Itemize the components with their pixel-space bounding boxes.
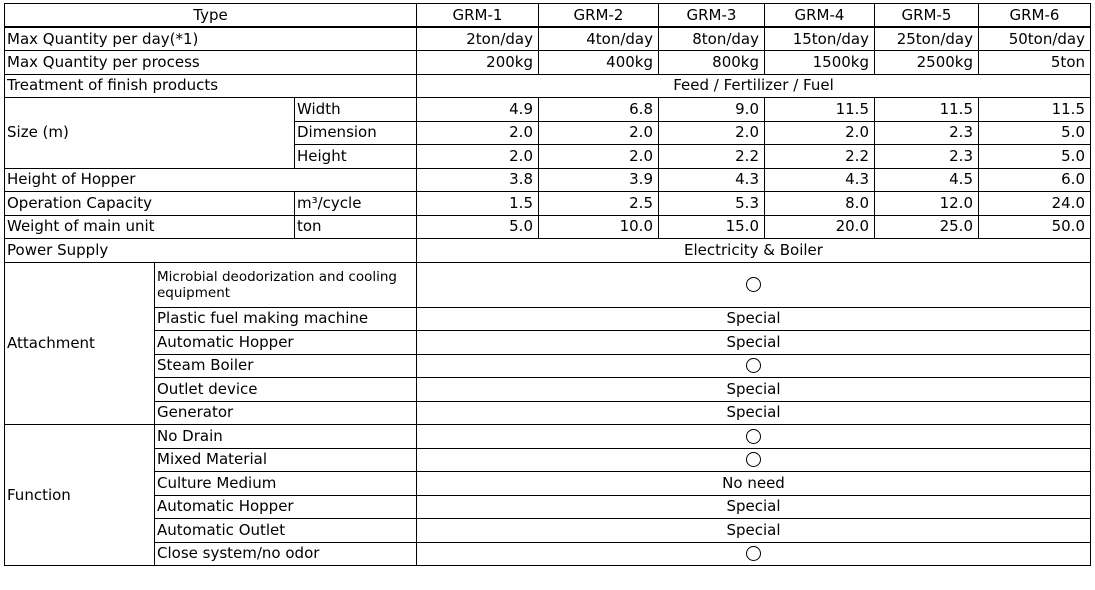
cell-value: 400kg [539, 51, 659, 75]
model-header: GRM-4 [765, 4, 875, 28]
cell-value: 5.0 [979, 145, 1091, 169]
item-label: Close system/no odor [155, 542, 417, 566]
cell-value: 5.0 [979, 121, 1091, 145]
model-header: GRM-2 [539, 4, 659, 28]
row-label: Treatment of finish products [5, 74, 417, 98]
cell-value: 15.0 [659, 215, 765, 239]
circle-mark-icon [746, 358, 761, 373]
table-row [5, 542, 1091, 566]
table-row [5, 472, 1091, 496]
item-label: Automatic Hopper [155, 495, 417, 519]
row-label: Weight of main unit [5, 215, 295, 239]
cell-value [417, 448, 1091, 472]
cell-value: 1.5 [417, 192, 539, 216]
table-row [5, 448, 1091, 472]
cell-value: 4.5 [875, 168, 979, 192]
circle-mark-icon [746, 452, 761, 467]
cell-value: 20.0 [765, 215, 875, 239]
item-label: Mixed Material [155, 448, 417, 472]
cell-value: 50ton/day [979, 27, 1091, 51]
cell-value: 4.3 [765, 168, 875, 192]
item-label: Steam Boiler [155, 354, 417, 378]
table-row [5, 192, 1091, 216]
cell-value: 2.0 [659, 121, 765, 145]
cell-value: 5.0 [417, 215, 539, 239]
row-label: Max Quantity per day(*1) [5, 27, 417, 51]
item-label: Culture Medium [155, 472, 417, 496]
item-label: Automatic Outlet [155, 519, 417, 543]
cell-value: 11.5 [765, 98, 875, 122]
cell-value: Special [417, 307, 1091, 331]
header-row [5, 4, 1091, 28]
cell-value: 8.0 [765, 192, 875, 216]
cell-value: 6.0 [979, 168, 1091, 192]
sub-label: Dimension [295, 121, 417, 145]
model-header: GRM-5 [875, 4, 979, 28]
cell-value: 24.0 [979, 192, 1091, 216]
cell-value: 4.9 [417, 98, 539, 122]
table-row [5, 331, 1091, 355]
cell-value: Special [417, 331, 1091, 355]
table-row [5, 378, 1091, 402]
sub-label: Height [295, 145, 417, 169]
table-row [5, 168, 1091, 192]
cell-value: 50.0 [979, 215, 1091, 239]
cell-value: 25ton/day [875, 27, 979, 51]
cell-value: 9.0 [659, 98, 765, 122]
row-label: Operation Capacity [5, 192, 295, 216]
cell-value: 10.0 [539, 215, 659, 239]
cell-value: Special [417, 378, 1091, 402]
unit-label: m³/cycle [295, 192, 417, 216]
cell-value: 2.5 [539, 192, 659, 216]
cell-value: 2.3 [875, 145, 979, 169]
item-label: Outlet device [155, 378, 417, 402]
table-row [5, 27, 1091, 51]
cell-value: 12.0 [875, 192, 979, 216]
cell-value: 2.3 [875, 121, 979, 145]
item-label: Automatic Hopper [155, 331, 417, 355]
circle-mark-icon [746, 546, 761, 561]
row-label: Power Supply [5, 239, 417, 263]
model-header: GRM-3 [659, 4, 765, 28]
cell-value: 800kg [659, 51, 765, 75]
cell-value: 6.8 [539, 98, 659, 122]
circle-mark-icon [746, 429, 761, 444]
cell-value: 3.8 [417, 168, 539, 192]
table-row [5, 425, 1091, 449]
cell-value: 11.5 [979, 98, 1091, 122]
cell-value: 2.0 [539, 145, 659, 169]
circle-mark-icon [746, 277, 761, 292]
table-row [5, 495, 1091, 519]
item-label: Generator [155, 401, 417, 425]
table-row [5, 262, 1091, 307]
model-header: GRM-6 [979, 4, 1091, 28]
table-row [5, 215, 1091, 239]
cell-value: 15ton/day [765, 27, 875, 51]
cell-value: Electricity & Boiler [417, 239, 1091, 263]
cell-value [417, 542, 1091, 566]
type-header: Type [5, 4, 417, 28]
cell-value [417, 262, 1091, 307]
table-row [5, 98, 1091, 122]
sub-label: Width [295, 98, 417, 122]
row-label: Height of Hopper [5, 168, 417, 192]
cell-value: 2ton/day [417, 27, 539, 51]
cell-value [417, 354, 1091, 378]
cell-value: 5.3 [659, 192, 765, 216]
cell-value: No need [417, 472, 1091, 496]
table-row [5, 239, 1091, 263]
cell-value [417, 425, 1091, 449]
table-row [5, 354, 1091, 378]
row-label: Max Quantity per process [5, 51, 417, 75]
unit-label: ton [295, 215, 417, 239]
cell-value: 2.0 [417, 145, 539, 169]
item-label: Plastic fuel making machine [155, 307, 417, 331]
model-header: GRM-1 [417, 4, 539, 28]
item-label: No Drain [155, 425, 417, 449]
table-row [5, 51, 1091, 75]
item-label: Microbial deodorization and cooling equipment [155, 262, 417, 307]
cell-value: 1500kg [765, 51, 875, 75]
row-label: Size (m) [5, 98, 295, 169]
cell-value: Special [417, 401, 1091, 425]
cell-value: 3.9 [539, 168, 659, 192]
cell-value: 8ton/day [659, 27, 765, 51]
table-row [5, 519, 1091, 543]
spec-table [4, 3, 1091, 566]
cell-value: Feed / Fertilizer / Fuel [417, 74, 1091, 98]
table-row [5, 401, 1091, 425]
cell-value: Special [417, 519, 1091, 543]
cell-value: 25.0 [875, 215, 979, 239]
group-label: Attachment [5, 262, 155, 425]
table-row [5, 307, 1091, 331]
cell-value: 200kg [417, 51, 539, 75]
cell-value: 11.5 [875, 98, 979, 122]
cell-value: 2.0 [765, 121, 875, 145]
cell-value: 5ton [979, 51, 1091, 75]
cell-value: 4ton/day [539, 27, 659, 51]
cell-value: 2.2 [765, 145, 875, 169]
table-row [5, 74, 1091, 98]
cell-value: 4.3 [659, 168, 765, 192]
cell-value: Special [417, 495, 1091, 519]
cell-value: 2.0 [539, 121, 659, 145]
cell-value: 2.2 [659, 145, 765, 169]
group-label: Function [5, 425, 155, 566]
cell-value: 2.0 [417, 121, 539, 145]
cell-value: 2500kg [875, 51, 979, 75]
